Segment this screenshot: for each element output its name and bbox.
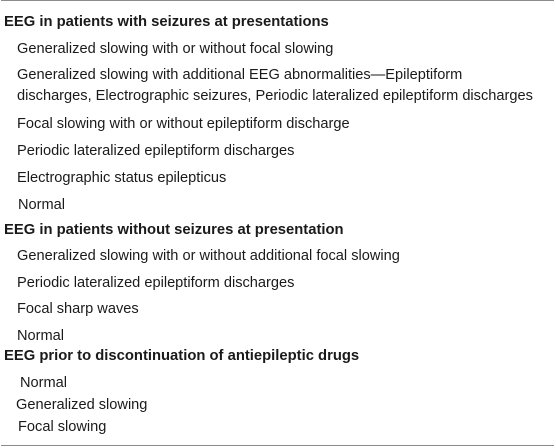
table-row: Focal sharp waves: [17, 301, 139, 317]
table-row: Electrographic status epilepticus: [17, 170, 227, 186]
table-row: Normal: [17, 328, 65, 344]
table-row: Generalized slowing with additional EEG abnormalities—Epileptiform: [17, 67, 463, 83]
table-row: Periodic lateralized epileptiform discharges: [17, 143, 295, 159]
section-heading: EEG prior to discontinuation of antiepileptic drugs: [4, 348, 360, 364]
table-row: Normal: [18, 197, 66, 213]
section-heading: EEG in patients without seizures at presentation: [4, 222, 344, 238]
table-row: Focal slowing with or without epileptiform discharge: [17, 116, 350, 132]
table-row: Generalized slowing: [16, 397, 148, 413]
table-row: Focal slowing: [18, 419, 107, 435]
table-row-continuation: discharges, Electrographic seizures, Periodic lateralized epileptiform discharges: [17, 88, 533, 104]
section-heading: EEG in patients with seizures at presentations: [4, 14, 329, 30]
table-row: Generalized slowing with or without additional focal slowing: [17, 248, 400, 264]
table-row: Periodic lateralized epileptiform discharges: [17, 275, 295, 291]
eeg-findings-table: [1, 0, 554, 446]
table-row: Normal: [20, 375, 68, 391]
table-row: Generalized slowing with or without focal slowing: [17, 41, 334, 57]
